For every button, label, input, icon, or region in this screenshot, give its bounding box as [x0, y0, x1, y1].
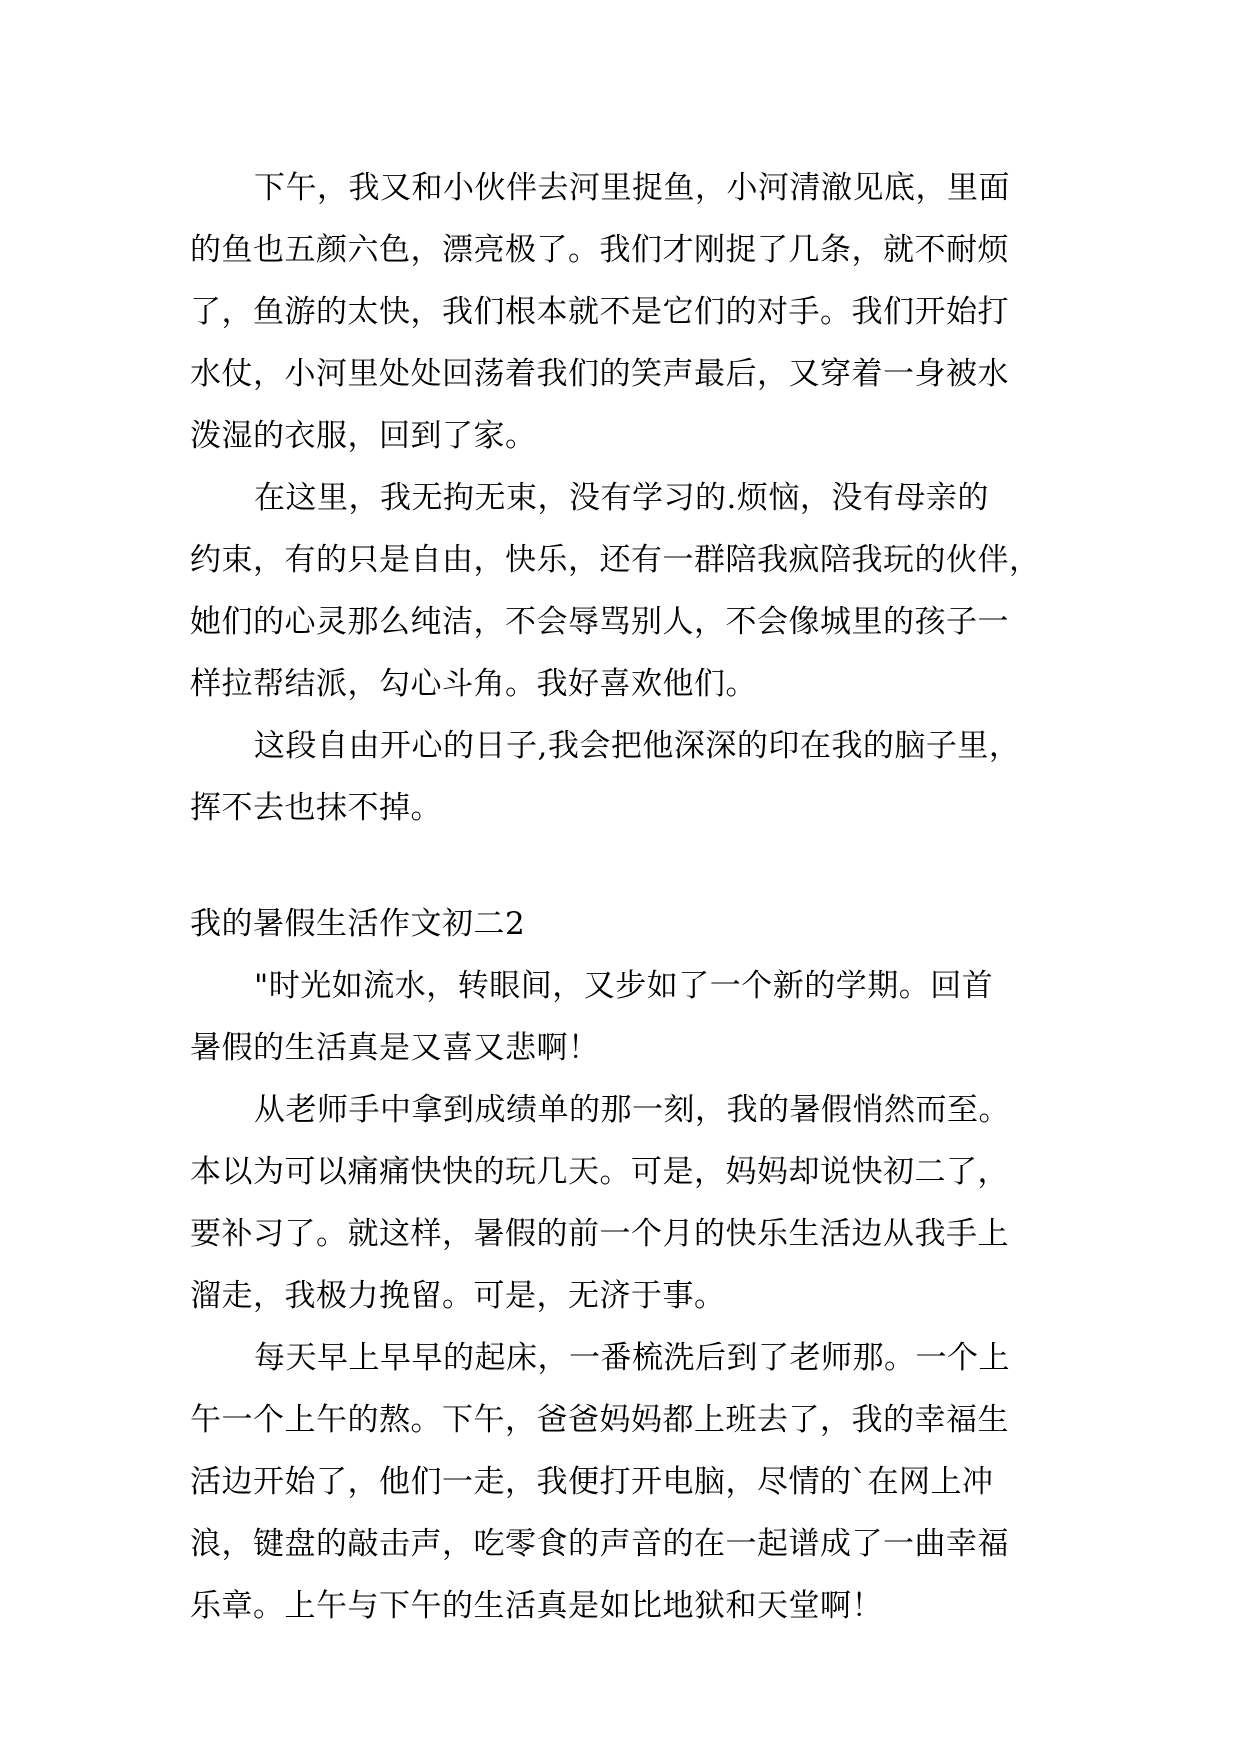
text-line: 水仗，小河里处处回荡着我们的笑声最后，又穿着一身被水 — [190, 356, 1009, 392]
text-line: 午一个上午的熬。下午，爸爸妈妈都上班去了，我的幸福生 — [190, 1402, 1009, 1438]
text-line: 浪，键盘的敲击声，吃零食的声音的在一起谱成了一曲幸福 — [190, 1526, 1009, 1562]
text-line: 泼湿的衣服，回到了家。 — [190, 418, 537, 454]
text-line: 下午，我又和小伙伴去河里捉鱼，小河清澈见底，里面 — [254, 170, 1010, 206]
text-line: 样拉帮结派，勾心斗角。我好喜欢他们。 — [190, 666, 757, 702]
text-line: 挥不去也抹不掉。 — [190, 790, 442, 826]
text-line: 从老师手中拿到成绩单的那一刻，我的暑假悄然而至。 — [254, 1092, 1010, 1128]
section-heading: 我的暑假生活作文初二2 — [190, 906, 526, 942]
text-line: "时光如流水，转眼间，又步如了一个新的学期。回首 — [254, 968, 994, 1004]
text-line: 本以为可以痛痛快快的玩几天。可是，妈妈却说快初二了， — [190, 1154, 1009, 1190]
text-line: 要补习了。就这样，暑假的前一个月的快乐生活边从我手上 — [190, 1216, 1009, 1252]
text-line: 活边开始了，他们一走，我便打开电脑，尽情的`在网上冲 — [190, 1464, 994, 1500]
text-line: 她们的心灵那么纯洁，不会辱骂别人，不会像城里的孩子一 — [190, 604, 1009, 640]
text-line: 约束，有的只是自由，快乐，还有一群陪我疯陪我玩的伙伴， — [190, 542, 1041, 578]
text-line: 的鱼也五颜六色，漂亮极了。我们才刚捉了几条，就不耐烦 — [190, 232, 1009, 268]
text-line: 在这里，我无拘无束，没有学习的.烦恼，没有母亲的 — [254, 480, 989, 516]
text-line: 乐章。上午与下午的生活真是如比地狱和天堂啊！ — [190, 1588, 883, 1624]
text-line: 这段自由开心的日子,我会把他深深的印在我的脑子里， — [254, 728, 1021, 764]
text-line: 每天早上早早的起床，一番梳洗后到了老师那。一个上 — [254, 1340, 1010, 1376]
text-line: 溜走，我极力挽留。可是，无济于事。 — [190, 1278, 726, 1314]
text-line: 暑假的生活真是又喜又悲啊！ — [190, 1030, 600, 1066]
text-line: 了，鱼游的太快，我们根本就不是它们的对手。我们开始打 — [190, 294, 1009, 330]
